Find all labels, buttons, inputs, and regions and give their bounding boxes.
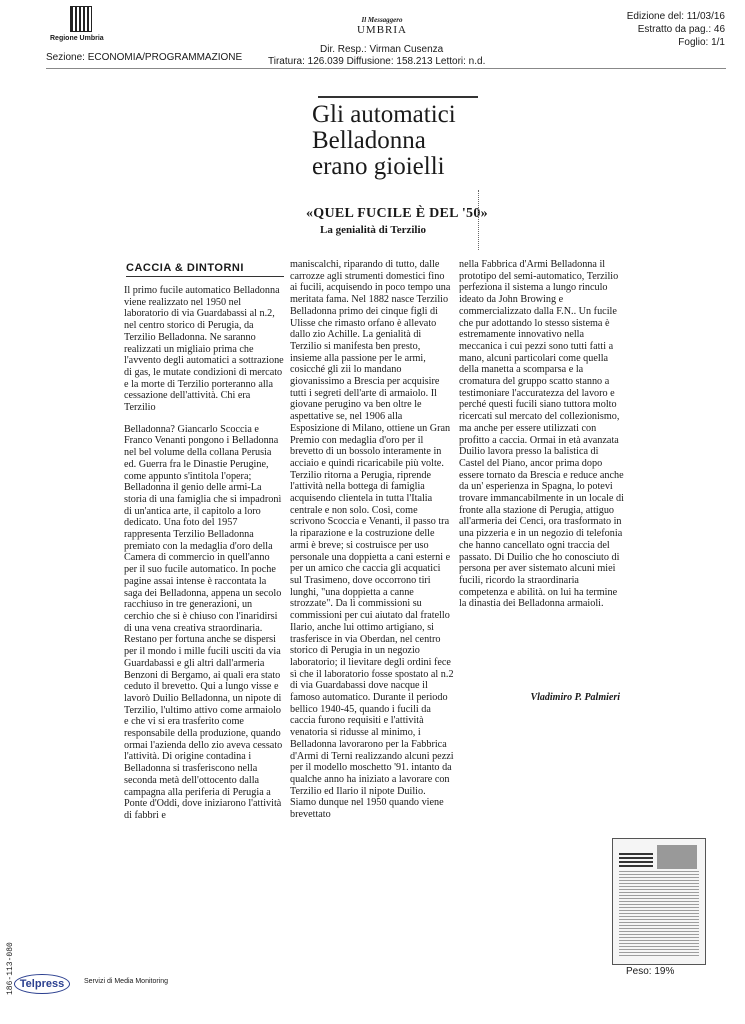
deck: La genialità di Terzilio (320, 224, 427, 236)
masthead-top: Il Messaggero (361, 16, 403, 24)
thumbnail-image-block (657, 845, 697, 869)
article-column-2 (290, 259, 454, 821)
edition-meta (560, 10, 725, 49)
article-paragraph-3: maniscalchi, riparando di tutto, dalle carrozze agli strumenti domestici fino ai fucili, acquisendo in poco tempo una meritata fama. Nel 1882 nasce Terzilio Belladonna primo dei cinque figli di Ulisse che rimasto orfano è allevato dallo zio Achille. La genialità di Terzilio si manifesta ben presto, insieme alla passione per le armi, cosicché gli zii lo mandano giovanissimo a Brescia per acquisire tutti i segreti dell'arte di armaiolo. Il giovane perugino va ben oltre le aspettative se, nel 1906 alla Esposizione di Milano, ottiene un Gran Premio con medaglia d'oro per il brevetto di un bossolo interamente in acciaio e quindi ricaricabile più volte. Terzilio ritorna a Perugia, riprende l'attività nella bottega di famiglia acquisendo clientela in tutta l'Italia centrale e non solo. Così, come scrivono Scoccia e Venanti, il passo tra la riparazione e la costruzione delle armi è breve; si costruisce per uso personale una doppietta a cani esterni e per un amico che caccia gli acquatici sul Trasimeno, dove occorrono tiri lunghi, "una doppietta a canne strozzate". Da lì commissioni su commissioni per cui aiutato dal fratello Ilario, anche lui ottimo artigiano, si trasferisce in via Oberdan, nel centro storico di Perugia in un negozio laboratorio; il lievitare degli ordini fece sì che il laboratorio fosse spostato al n.2 di via Guardabassi dove nacque il famoso automatico. Durante il periodo bellico 1940-45, quando i fucili da caccia furono requisiti e l'attività venatoria si ridusse al minimo, i Belladonna lavorarono per la Fabbrica d'Armi di Terni realizzando alcuni pezzi per il modello moschetto '91. intanto da qualche anno ha iniziato a lavorare con Terzilio ed Ilario il nipote Duilio. Siamo dunque nel 1950 quando viene brevettato (290, 259, 454, 821)
regione-umbria-logo (70, 6, 92, 32)
director-line: Dir. Resp.: Virman Cusenza (320, 44, 444, 55)
headline-line-2: Belladonna (312, 127, 426, 154)
edition-date: Edizione del: 11/03/16 (626, 11, 725, 22)
article-paragraph-2: Belladonna? Giancarlo Scoccia e Franco Venanti pongono i Belladonna nel bel volume della collana Perusia ed. Guerra fra le Dinastie Perugine, come appunto s'intitola l'opera; Belladonna il genio delle armi-La storia di una famiglia che si impadronì di un'antica arte, il capitolo a loro dedicato. Una foto del 1957 rappresenta Terzilio Belladonna premiato con la medaglia d'oro della Camera di commercio in quell'anno per il suo fucile automatico. In poche pagine assai intense è raccontata la saga dei Belladonna, appena un secolo racchiuso in tre generazioni, un cerchio che si è chiuso con l'inaridirsi di una vena creativa straordinaria. Restano per fortuna anche se dispersi per il mondo i mille fucili usciti da via Guardabassi e gli altri dall'armeria Benzoni di Bergamo, ai quali era stato ceduto il brevetto. Qui a lungo visse e lavorò Duilio Belladonna, un nipote di Terzilio, l'ultimo attivo come armaiolo e che vi si era trasferito come responsabile della produzione, quando ormai l'azienda dello zio aveva cessato l'attività. Di origine contadina i Belladonna si trasferiscono nella seconda metà dell'ottocento dalla campagna alla periferia di Perugia a Ponte d'Oddi, dove iniziarono l'attività di fabbri e (124, 423, 283, 821)
page-thumbnail (612, 838, 706, 965)
headline-line-3: erano gioielli (312, 153, 445, 180)
article-paragraph-1: Il primo fucile automatico Belladonna viene realizzato nel 1950 nel laboratorio di via Guardabassi al n.2, nel centro storico di Perugia, da Terzilio Belladonna. Ne saranno realizzati un migliaio prima che l'avvento degli automatici a sottrazione di gas, le mutate condizioni di mercato e la morte di Terzilio porteranno alla cessazione dell'attività. Chi era Terzilio (124, 285, 284, 414)
side-code-text: 186-113-080 (6, 942, 15, 995)
headline-rule (318, 96, 478, 98)
byline: Vladimiro P. Palmieri (530, 692, 620, 703)
thumbnail-text-block (619, 871, 699, 957)
article-column-1 (124, 285, 284, 822)
region-label: Regione Umbria (50, 35, 104, 42)
telpress-logo: Telpress (14, 974, 70, 994)
extract-page: Estratto da pag.: 46 (637, 24, 725, 35)
article-column-3 (459, 259, 625, 610)
dotted-divider (478, 190, 483, 250)
headline (312, 102, 512, 180)
kicker: «QUEL FUCILE È DEL '50» (306, 206, 488, 221)
weight-label: Peso: 19% (626, 966, 675, 977)
section-label: Sezione: ECONOMIA/PROGRAMMAZIONE (46, 52, 243, 63)
service-label: Servizi di Media Monitoring (84, 978, 169, 985)
sheet-number: Foglio: 1/1 (678, 37, 725, 48)
masthead: UMBRIA (356, 24, 407, 36)
circulation-line: Tiratura: 126.039 Diffusione: 158.213 Lettori: n.d. (268, 56, 486, 67)
rubric: CACCIA & DINTORNI (126, 262, 284, 277)
article-paragraph-4: nella Fabbrica d'Armi Belladonna il prototipo del semi-automatico, Terzilio perfeziona il sistema a lungo rinculo ideato da John Browing e commercializzato dalla F.N.. Un fucile che pur adottando lo stesso sistema è estremamente innovativo nella meccanica i cui pezzi sono tutti fatti a mano, alcuni particolari come quella della manetta a scomparsa e la cromatura del gruppo scatto stanno a testimoniare l'accuratezza del lavoro e perché questi fucili siano tuttora molto ricercati sul mercato del collezionismo, ma anche per essere utilizzati con profitto a caccia. Ormai in età avanzata Duilio lavora presso la balistica di Castel del Piano, ancor prima dopo essere tornato da Brescia e reduce anche da un' esperienza in Spagna, lo potevi trovare immancabilmente in un locale di fronte alla stazione di Perugia, attiguo all'armeria dei Cenci, ora trasformato in una pizzeria e in un negozio di telefonia che hanno cancellato ogni traccia del passato. Di Duilio che ho conosciuto di persona per aver sistemato alcuni miei fucili, ricordo la straordinaria competenza e abilità. on lui ha termine la dinastia dei Belladonna armaioli. (459, 259, 624, 610)
headline-line-1: Gli automatici (312, 101, 456, 128)
header-divider (46, 68, 726, 69)
thumbnail-title-block (619, 853, 653, 867)
